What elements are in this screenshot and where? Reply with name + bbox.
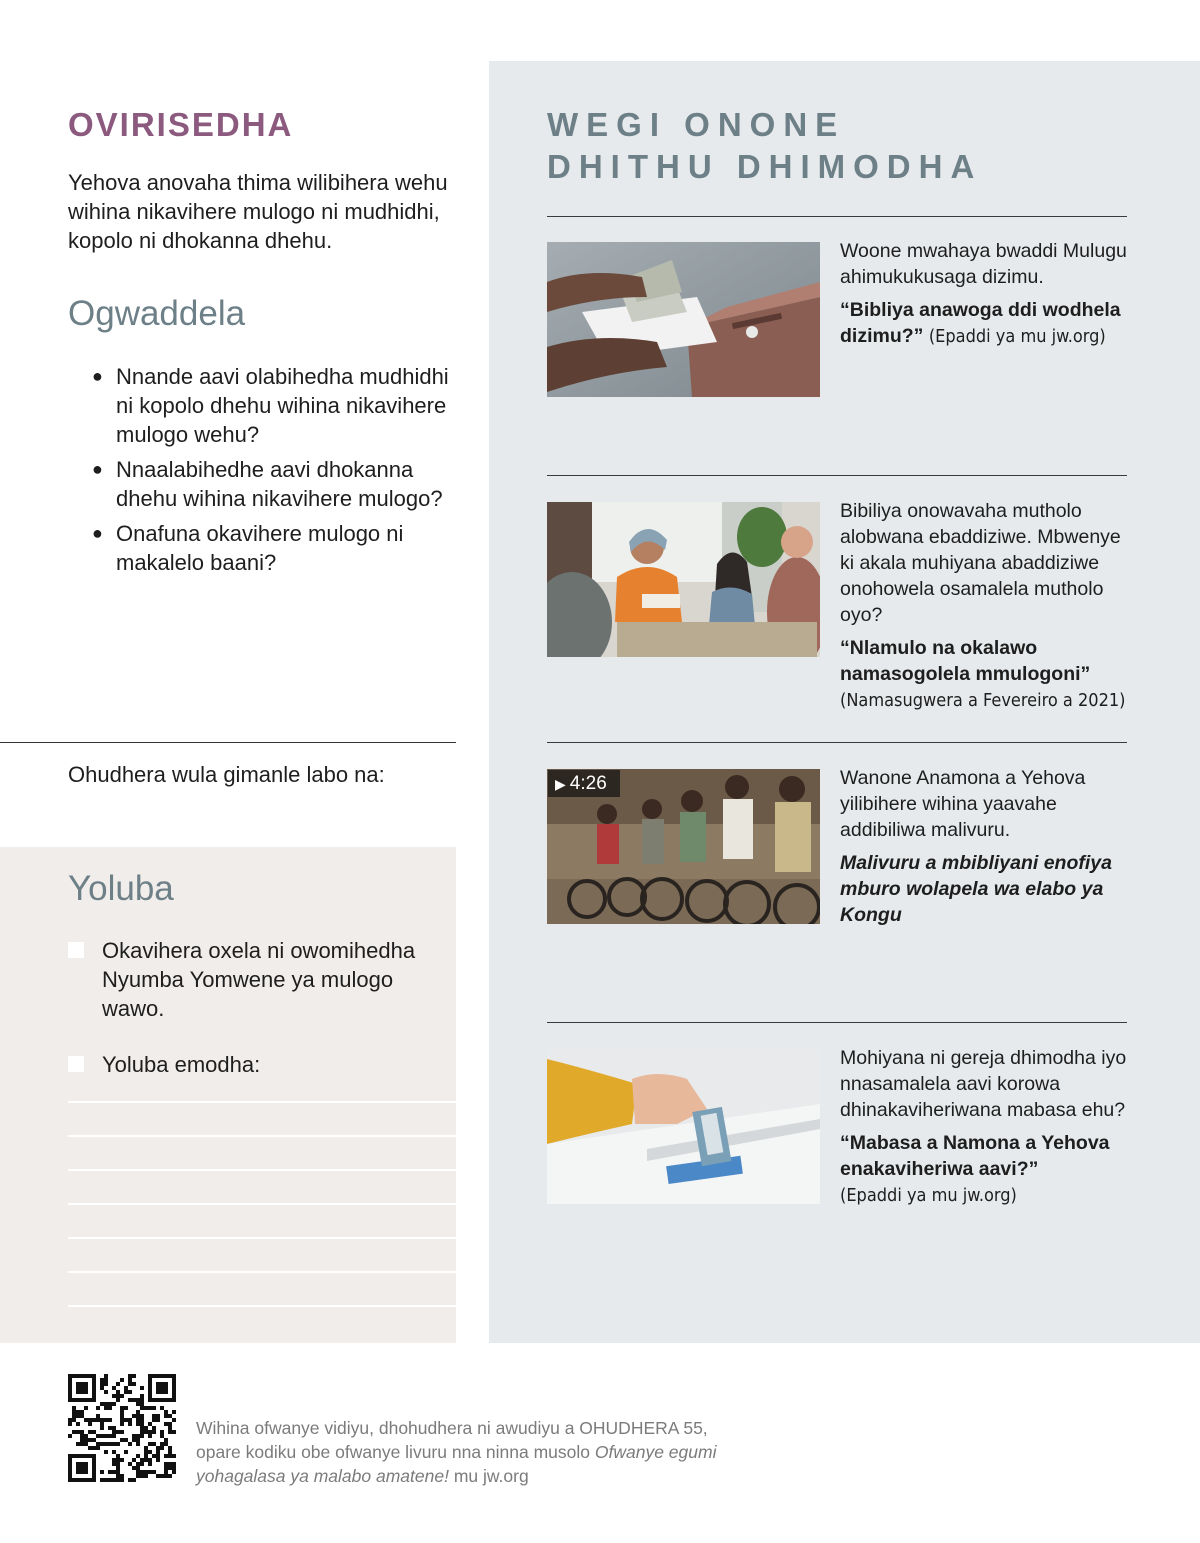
item-divider — [547, 216, 1127, 217]
explore-heading-line: DHITHU DHIMODHA — [547, 148, 983, 185]
video-duration: 4:26 — [569, 773, 607, 794]
write-in-line[interactable] — [68, 1203, 456, 1205]
review-question — [92, 362, 464, 449]
goal-item-text: Yoluba emodha: — [102, 1052, 261, 1077]
footer-text-part: Wihina ofwanye vidiyu, dhohudhera ni awudiyu a OHUDHERA 55, opare kodiku obe ofwanye livuru nna ninna musolo — [196, 1418, 708, 1462]
item-divider — [547, 1022, 1127, 1023]
book-title[interactable]: Ofwanye egumi yohagalasa ya malabo amatene! — [196, 1442, 717, 1486]
write-in-line[interactable] — [68, 1305, 456, 1307]
qr-code-icon[interactable] — [68, 1374, 176, 1482]
write-in-line[interactable] — [68, 1101, 456, 1103]
footer-text — [196, 1416, 756, 1488]
completion-date-prompt: Ohudhera wula gimanle labo na: — [68, 762, 385, 787]
item-title-link[interactable]: Malivuru a mbibliyani enofiya mburo wolapela wa elabo ya Kongu — [840, 852, 1112, 926]
section-divider — [0, 742, 456, 743]
donation-envelope-photo[interactable] — [547, 242, 820, 397]
bullet-icon: ● — [92, 459, 103, 479]
goal-item — [68, 936, 448, 1023]
item-divider — [547, 475, 1127, 476]
bullet-icon: ● — [92, 366, 103, 386]
goal-item-text: Okavihera oxela ni owomihedha Nyumba Yomwene ya mulogo wawo. — [102, 938, 416, 1021]
goal-heading: Yoluba — [68, 869, 174, 908]
write-in-line[interactable] — [68, 1135, 456, 1137]
resource-item — [840, 498, 1132, 721]
review-question-text: Onafuna okavihere mulogo ni makalelo baani? — [116, 521, 404, 575]
goal-item — [68, 1050, 448, 1079]
resource-item — [840, 1045, 1132, 1216]
item-description: Bibiliya onowavaha mutholo alobwana ebaddiziwe. Mbwenye ki akala muhiyana abaddiziwe onohowela osamalela mutholo oyo? — [840, 500, 1121, 626]
item-title-link[interactable]: “Mabasa a Namona a Yehova enakaviheriwa aavi?” — [840, 1132, 1110, 1180]
review-question-text: Nnande aavi olabihedha mudhidhi ni kopolo dhehu wihina nikavihere mulogo wehu? — [116, 364, 449, 447]
write-in-line[interactable] — [68, 1237, 456, 1239]
item-source: (Namasugwera a Fevereiro a 2021) — [840, 690, 1126, 711]
item-title-link[interactable]: “Bibliya anawoga ddi wodhela dizimu?” — [840, 299, 1121, 347]
item-description: Woone mwahaya bwaddi Mulugu ahimukukusaga dizimu. — [840, 240, 1127, 288]
play-icon: ▶ — [555, 776, 566, 792]
footer-text-part: mu jw.org — [448, 1466, 529, 1486]
summary-heading: OVIRISEDHA — [68, 106, 294, 143]
item-title-link[interactable]: “Nlamulo na okalawo namasogolela mmulogoni” — [840, 637, 1091, 685]
review-heading: Ogwaddela — [68, 294, 246, 333]
item-description: Mohiyana ni gereja dhimodha iyo nnasamalela aavi korowa dhinakaviheriwana mabasa ehu? — [840, 1047, 1127, 1121]
checkbox[interactable] — [68, 1056, 84, 1072]
review-question — [92, 519, 464, 577]
item-source: (Epaddi ya mu jw.org) — [928, 326, 1106, 347]
resource-item — [840, 765, 1132, 935]
explore-heading-line: WEGI ONONE — [547, 106, 846, 143]
write-in-line[interactable] — [68, 1169, 456, 1171]
contribution-box-photo[interactable] — [547, 1049, 820, 1204]
review-question — [92, 455, 464, 513]
checkbox[interactable] — [68, 942, 84, 958]
item-description: Wanone Anamona a Yehova yilibihere wihina yaavahe addibiliwa malivuru. — [840, 767, 1086, 841]
video-duration-badge — [548, 770, 620, 797]
bullet-icon: ● — [92, 523, 103, 543]
explore-heading — [547, 104, 982, 188]
review-question-text: Nnaalabihedhe aavi dhokanna dhehu wihina nikavihere mulogo? — [116, 457, 443, 511]
goal-panel — [0, 847, 456, 1343]
item-source: (Epaddi ya mu jw.org) — [840, 1185, 1017, 1206]
bible-study-group-photo[interactable] — [547, 502, 820, 657]
resource-item — [840, 238, 1132, 357]
item-divider — [547, 742, 1127, 743]
summary-text: Yehova anovaha thima wilibihera wehu wihina nikavihere mulogo ni mudhidhi, kopolo ni dhokanna dhehu. — [68, 170, 448, 253]
write-in-line[interactable] — [68, 1271, 456, 1273]
review-list — [92, 362, 464, 583]
